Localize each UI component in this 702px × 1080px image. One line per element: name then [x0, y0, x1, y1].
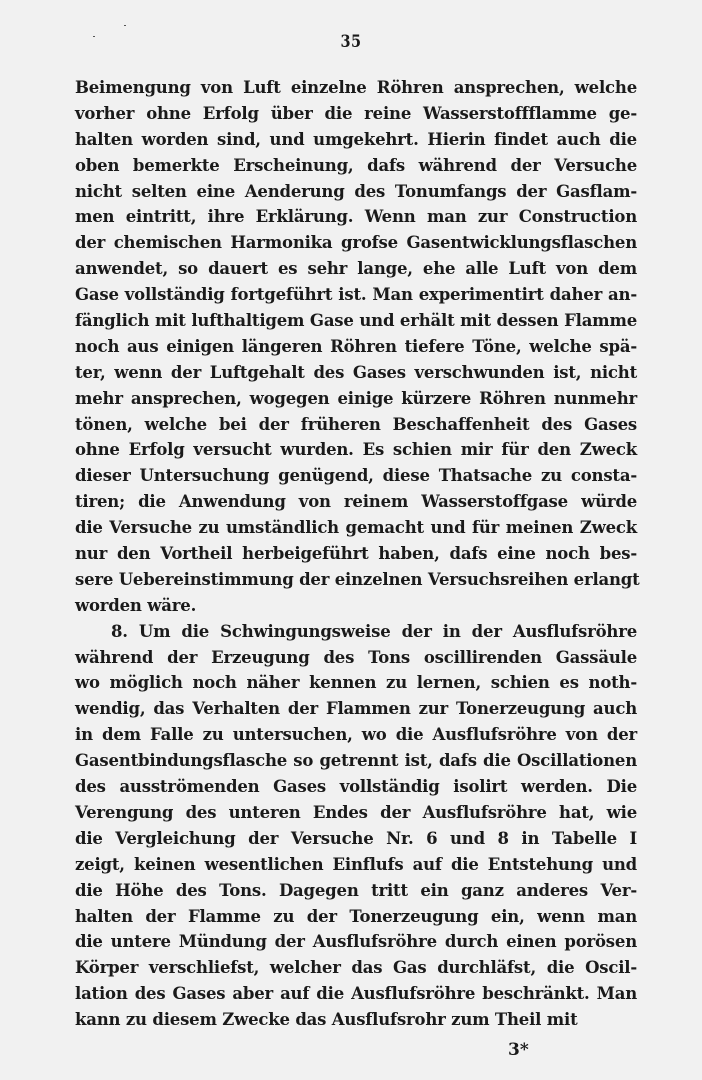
text-line: Verengung des unteren Endes der Ausflufsröhre hat, wie — [75, 802, 637, 822]
body-text — [75, 75, 640, 1033]
text-line: wendig, das Verhalten der Flammen zur Tonerzeugung auch — [75, 699, 637, 719]
text-line: Gase vollständig fortgeführt ist. Man experimentirt daher an- — [75, 285, 637, 305]
text-line: nicht selten eine Aenderung des Tonumfangs der Gasflam- — [75, 181, 637, 201]
text-line: tönen, welche bei der früheren Beschaffenheit des Gases — [75, 414, 637, 434]
text-line: die Versuche zu umständlich gemacht und für meinen Zweck — [75, 518, 637, 538]
scan-speck — [124, 25, 126, 26]
text-line: nur den Vortheil herbeigeführt haben, dafs eine noch bes- — [75, 544, 637, 564]
text-line: die untere Mündung der Ausflufsröhre durch einen porösen — [75, 932, 637, 952]
text-line: der chemischen Harmonika grofse Gasentwicklungsflaschen — [75, 233, 637, 253]
text-line: wo möglich noch näher kennen zu lernen, schien es noth- — [75, 673, 637, 693]
paragraph — [75, 75, 640, 619]
text-line: die Höhe des Tons. Dagegen tritt ein ganz anderes Ver- — [75, 880, 637, 900]
text-line: lation des Gases aber auf die Ausflufsröhre beschränkt. Man — [75, 984, 637, 1004]
text-line: noch aus einigen längeren Röhren tiefere Töne, welche spä- — [75, 336, 637, 356]
text-line: ter, wenn der Luftgehalt des Gases verschwunden ist, nicht — [75, 362, 637, 382]
text-line: ohne Erfolg versucht wurden. Es schien mir für den Zweck — [75, 440, 637, 460]
text-line: kann zu diesem Zwecke das Ausflufsrohr zum Theil mit — [75, 1010, 578, 1030]
text-line: tiren; die Anwendung von reinem Wasserstoffgase würde — [75, 492, 637, 512]
text-line: halten der Flamme zu der Tonerzeugung ein, wenn man — [75, 906, 637, 926]
text-line: Beimengung von Luft einzelne Röhren ansprechen, welche — [75, 78, 637, 97]
text-line: halten worden sind, und umgekehrt. Hierin findet auch die — [75, 129, 637, 149]
text-line: 8. Um die Schwingungsweise der in der Ausflufsröhre — [111, 621, 637, 641]
text-line: in dem Falle zu untersuchen, wo die Ausflufsröhre von der — [75, 725, 637, 745]
text-line: die Vergleichung der Versuche Nr. 6 und 8 in Tabelle I — [75, 828, 637, 848]
text-line: zeigt, keinen wesentlichen Einflufs auf die Entstehung und — [75, 854, 637, 874]
paragraph — [75, 619, 637, 1033]
text-line: oben bemerkte Erscheinung, dafs während der Versuche — [75, 155, 637, 175]
text-line: Körper verschliefst, welcher das Gas durchläfst, die Oscil- — [75, 958, 637, 978]
text-line: dieser Untersuchung genügend, diese Thatsache zu consta- — [75, 466, 637, 486]
text-line: anwendet, so dauert es sehr lange, ehe alle Luft von dem — [75, 259, 637, 279]
text-line: sere Uebereinstimmung der einzelnen Versuchsreihen erlangt — [75, 569, 640, 589]
text-line: fänglich mit lufthaltigem Gase und erhält mit dessen Flamme — [75, 311, 637, 331]
page-number: 35 — [340, 32, 362, 52]
text-line: men eintritt, ihre Erklärung. Wenn man zur Construction — [75, 207, 637, 227]
text-line: während der Erzeugung des Tons oscillirenden Gassäule — [75, 647, 637, 667]
text-line: vorher ohne Erfolg über die reine Wasserstoffflamme ge- — [75, 103, 637, 123]
text-line: des ausströmenden Gases vollständig isolirt werden. Die — [75, 777, 637, 797]
text-line: worden wäre. — [75, 595, 197, 615]
signature-mark: 3* — [508, 1040, 529, 1060]
text-line: mehr ansprechen, wogegen einige kürzere Röhren nunmehr — [75, 388, 637, 408]
text-line: Gasentbindungsflasche so getrennt ist, dafs die Oscillationen — [75, 751, 637, 771]
